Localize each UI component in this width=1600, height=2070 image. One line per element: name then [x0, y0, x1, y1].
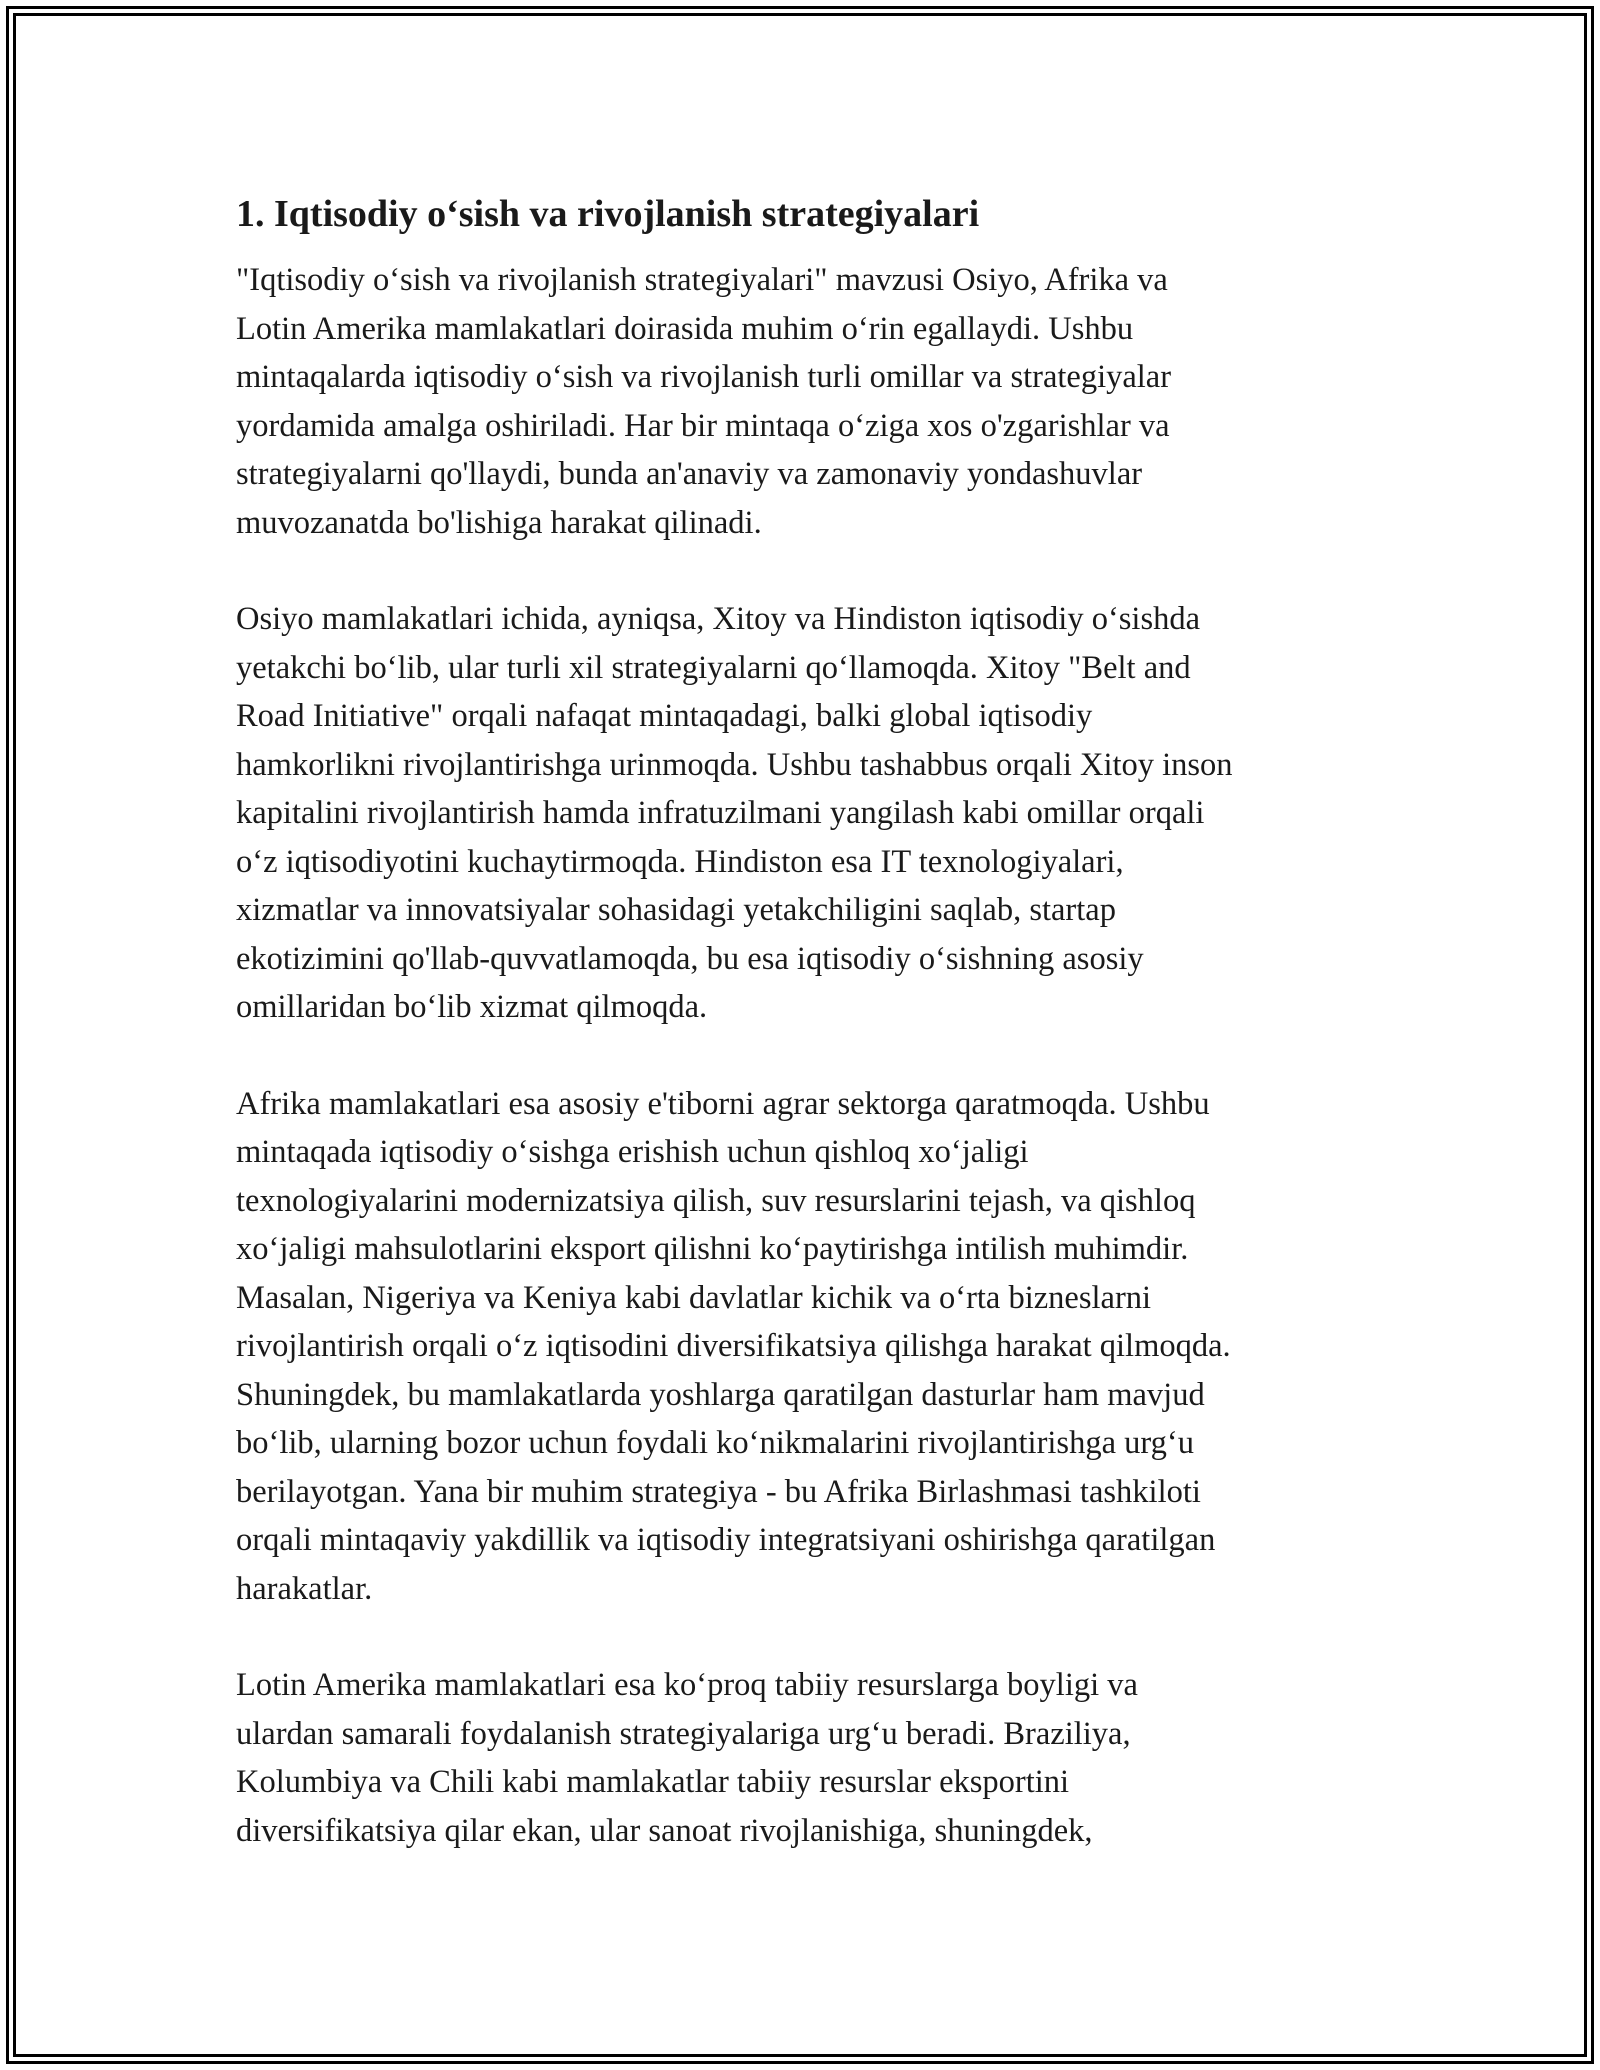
text-line: muvozanatda bo'lishiga harakat qilinadi.: [236, 504, 762, 541]
text-line: hamkorlikni rivojlantirishga urinmoqda. Ushbu tashabbus orqali Xitoy inson: [236, 746, 1233, 783]
text-line: xo‘jaligi mahsulotlarini eksport qilishni ko‘paytirishga intilish muhimdir.: [236, 1231, 1189, 1267]
text-line: o‘z iqtisodiyotini kuchaytirmoqda. Hindiston esa IT texnologiyalari,: [236, 843, 1124, 880]
text-line: ulardan samarali foydalanish strategiyalariga urg‘u beradi. Braziliya,: [236, 1715, 1131, 1752]
text-line: Lotin Amerika mamlakatlari doirasida muhim o‘rin egallaydi. Ushbu: [236, 310, 1134, 347]
text-line: mintaqalarda iqtisodiy o‘sish va rivojlanish turli omillar va strategiyalar: [236, 359, 1172, 395]
text-line: orqali mintaqaviy yakdillik va iqtisodiy integratsiyani oshirishga qaratilgan: [236, 1522, 1216, 1558]
text-line: xizmatlar va innovatsiyalar sohasidagi yetakchiligini saqlab, startap: [236, 892, 1116, 928]
text-line: yetakchi bo‘lib, ular turli xil strategiyalarni qo‘llamoqda. Xitoy "Belt and: [236, 649, 1191, 686]
text-line: Kolumbiya va Chili kabi mamlakatlar tabiiy resurslar eksportini: [236, 1764, 1070, 1800]
text-line: Lotin Amerika mamlakatlari esa ko‘proq tabiiy resurslarga boyligi va: [236, 1667, 1138, 1703]
paragraph-africa: [236, 1080, 1376, 1614]
paragraph-intro: [236, 256, 1376, 547]
text-line: Afrika mamlakatlari esa asosiy e'tiborni agrar sektorga qaratmoqda. Ushbu: [236, 1085, 1210, 1122]
text-line: Road Initiative" orqali nafaqat mintaqadagi, balki global iqtisodiy: [236, 698, 1093, 734]
text-line: Osiyo mamlakatlari ichida, ayniqsa, Xitoy va Hindiston iqtisodiy o‘sishda: [236, 601, 1201, 637]
text-line: yordamida amalga oshiriladi. Har bir mintaqa o‘ziga xos o'zgarishlar va: [236, 407, 1170, 444]
text-line: Masalan, Nigeriya va Keniya kabi davlatlar kichik va o‘rta bizneslarni: [236, 1279, 1152, 1316]
text-line: texnologiyalarini modernizatsiya qilish, suv resurslarini tejash, va qishloq: [236, 1182, 1196, 1219]
text-line: diversifikatsiya qilar ekan, ular sanoat rivojlanishiga, shuningdek,: [236, 1812, 1093, 1849]
text-line: "Iqtisodiy o‘sish va rivojlanish strategiyalari" mavzusi Osiyo, Afrika va: [236, 262, 1168, 298]
text-line: ekotizimini qo'llab-quvvatlamoqda, bu esa iqtisodiy o‘sishning asosiy: [236, 940, 1144, 977]
text-line: harakatlar.: [236, 1570, 373, 1607]
document-title: 1. Iqtisodiy o‘sish va rivojlanish strategiyalari: [236, 193, 980, 235]
paragraph-latin-america: [236, 1661, 1376, 1855]
paragraph-asia: [236, 595, 1376, 1032]
text-line: rivojlantirish orqali o‘z iqtisodini diversifikatsiya qilishga harakat qilmoqda.: [236, 1328, 1231, 1364]
document-body: [236, 186, 1376, 1903]
text-line: strategiyalarni qo'llaydi, bunda an'anaviy va zamonaviy yondashuvlar: [236, 456, 1143, 492]
text-line: omillaridan bo‘lib xizmat qilmoqda.: [236, 989, 708, 1025]
text-line: Shuningdek, bu mamlakatlarda yoshlarga qaratilgan dasturlar ham mavjud: [236, 1376, 1205, 1413]
text-line: mintaqada iqtisodiy o‘sishga erishish uchun qishloq xo‘jaligi: [236, 1134, 1029, 1170]
text-line: berilayotgan. Yana bir muhim strategiya - bu Afrika Birlashmasi tashkiloti: [236, 1473, 1201, 1510]
text-line: bo‘lib, ularning bozor uchun foydali ko‘nikmalarini rivojlantirishga urg‘u: [236, 1425, 1194, 1461]
text-line: kapitalini rivojlantirish hamda infratuzilmani yangilash kabi omillar orqali: [236, 795, 1205, 831]
